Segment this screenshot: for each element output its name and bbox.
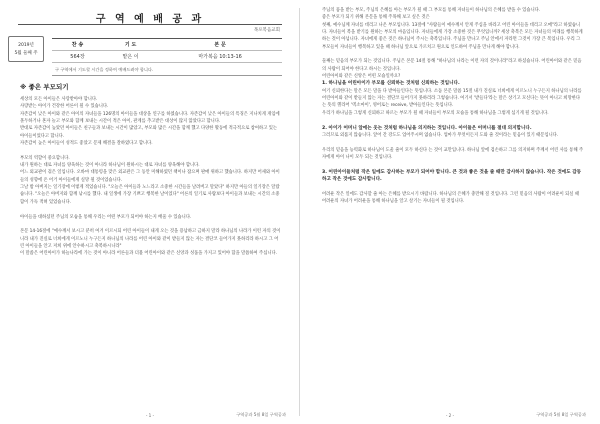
page-title: 구 역 예 배 공 과	[95, 14, 205, 25]
paragraph: 좋은 부모가 되기 위해 본문을 통해 주목해 보고 싶은 것은	[322, 15, 430, 21]
footer-note: 구역공과 5월 8일 구역공과	[536, 412, 586, 417]
paragraph	[322, 161, 584, 168]
cell-scripture: 마가복음 10:13-16	[158, 51, 282, 63]
worship-info-table	[52, 38, 282, 63]
page-number: - 2 -	[445, 413, 455, 418]
paragraph	[20, 147, 282, 154]
point-heading: 2. 아이가 어머니 앞에는 웃는 것처럼 하나님을 의지하는 것입니다. 아이들은 어머니를 절대 의지합니다.	[322, 125, 532, 131]
paragraph	[322, 139, 584, 146]
paragraph: 주님의 품을 받는 부모, 주님의 은혜를 아는 부모가 될 때 그 부모를 통해 자녀들이 하나님의 은혜를 받을 수 있습니다.	[322, 8, 541, 13]
paragraph: 자존감이 낮은 아이와 같은 아이의 자녀들을 126명의 아이들을 대상을 연구를 하였습니다. 자존감이 낮은 아이들의 특징은 지나치게 게임에 몰두하거나 혼자 놀고 부모와 함께 보내는 시간이 적은 아이, 관계를 추고받은 대상이 많지 않았다고 합니다.	[20, 111, 280, 125]
paragraph: 세상의 모든 아이들은 사랑받아야 합니다.	[20, 97, 98, 102]
header-hymn: 찬 송	[52, 39, 103, 51]
prayer-note: 구 구역에서 기도할 시간을 정하여 예배드려야 합니다.	[52, 66, 282, 76]
date-year: 2019년	[18, 43, 34, 48]
table-header-row	[52, 39, 282, 51]
section-title: ※ 좋은 부모되기	[20, 83, 69, 91]
paragraph	[322, 183, 584, 190]
title-rule	[18, 24, 282, 25]
paragraph: 부모의 역할이 중요합니다.	[20, 155, 70, 161]
table-row	[52, 51, 282, 63]
paragraph: 어려운 작은 일에도 감사할 줄 아는 은혜를 받으시기 바랍니다. 하나님의 은혜가 충만해 질 것입니다. 그런 믿음의 사람이 어려운이 되실 때 어려운의 자녀가 어려운을 통해 하나님을 알고 살기는 자녀들이 될 것입니다.	[322, 191, 579, 204]
left-body-text	[20, 96, 282, 258]
paragraph: 그러므로 외롭지 않습니다. 앞어 간 강도도 업어주시며 없습니다. 업마가 무엇이든지 도와 줄 것이라는 믿음이 있기 때문입니다.	[322, 132, 559, 138]
paragraph: 둘째는 믿음의 부모가 되는 것입니다. 주님은 본문 14절 통해 "하나님의 나라는 이런 자의 것이니라"라고 하셨습니다. 어린아이와 같은 믿음의 사람이 되어야 한다고 하시는 것입니다.	[322, 59, 582, 72]
church-name: 목포복음교회	[253, 28, 280, 33]
paragraph: 첫째, 예수님께 자녀를 데리고 나온 부모입니다. 13절에 "사람들이 예수께서 안게 주심을 바라고 어린 아이들을 데리고 오매"라고 하였습니다. 자녀들이 복을 받기를 원하는 부모의 마음입니다. 자녀들에게 가장 소중한 것은 무엇입니까? 세상 축복은 모든 자녀들의 미래를 행복하게 하는 것이 아닙니다. 자녀에게 좋은 것은 하나님이 주시는 축복입니다. 주님을 만나고 주님 안에서 자라면 그것이 가장 큰 복입니다. 우리 그 부모들이 자녀들이 행복하고 있을 때 하나님 앞으로 가르치고 원으로 인도하여 주님을 만나게 해야 합니다.	[322, 22, 583, 50]
paragraph: 아이들을 대하셨던 주님의 모습을 통해 우리는 어떤 부모가 되어야 하는지 배울 수 있습니다.	[20, 214, 192, 220]
page-number: - 1 -	[145, 413, 155, 418]
paragraph: 자존감이 높은 아이들이 성적도 좋았고 문제 해결을 잘하였다고 합니다.	[20, 141, 153, 147]
date-week: 5월 둘째 주	[14, 51, 38, 56]
header-prayer: 기 도	[103, 39, 158, 51]
paragraph	[322, 51, 584, 58]
paragraph	[20, 206, 282, 213]
paragraph	[20, 221, 282, 228]
date-box	[8, 36, 44, 62]
paragraph: 이 말씀은 어린아이가 하늘나라에 가는 것이 아니라 어른들과 더불 어린아이와 같은 신앙과 성품을 가지고 있어야 함을 말씀하여 주십니다.	[20, 251, 278, 257]
paragraph: 어린아이와 같은 신앙은 어떤 모습일까요?	[322, 74, 401, 80]
point-heading: 3. 어린아이들처럼 작은 일에도 감사하는 부모가 되어야 합니다. 큰 것과 좋은 것을 줄 때만 감사하지 않습니다. 작은 것에도 감동하고 작은 것에도 감사합니다.	[322, 169, 582, 182]
paragraph: 내가 원하는 대로 자녀를 양육하는 것이 아니라 하나님이 원하시는 대로 자녀를 양육해야 합니다.	[20, 163, 200, 169]
point-heading: 1. 하나님을 어린아이가 부모를 신뢰하는 것처럼 신뢰하는 것입니다.	[322, 81, 460, 87]
paragraph: 사랑받는 아이가 건강한 어른이 될 수 있습니다.	[20, 104, 109, 110]
page-right	[300, 0, 600, 424]
paragraph: 반대로 자존감이 높았던 아이들은 친구들과 보내는 시간이 많았고, 부모와 많은 시간을 함께 했고 다양한 활동에 적극적으로 참여하고 있는 아이들이었다고 합니다.	[20, 126, 278, 139]
footer-note: 구역공과 5월 8일 구역공과	[236, 412, 286, 417]
paragraph	[322, 117, 584, 124]
cell-prayer: 맡은 이	[103, 51, 158, 63]
paragraph: 우리가 하나님을 그렇게 신뢰하고 따르는 부모가 될 때 자녀들이 부모의 모습을 통해 하나님을 그렇게 섬기게 될 것입니다.	[322, 110, 549, 116]
cell-hymn: 564장	[52, 51, 103, 63]
paragraph: 본문 14-16절에 "예수께서 보시고 분히 여겨 이르시되 어린 아이들이 내게 오는 것을 용납하고 금하지 말라 하나님의 나라가 이런 자의 것이니라 내가 진실로 너희에게 이르노니 누구든지 하나님의 나라를 어린 아이와 같이 받들지 않는 자는 결단코 들어가지 못하리라 하시고 그 어린 아이들을 안고 저희 위에 안수하시고 축복하시니라"	[20, 229, 281, 249]
paragraph: 우리의 믿음을 능력화로 하나님이 도울 줄이 모두 하신다 는 것이 교만입니다. 하나님 앞에 겸손하고 그를 의지하며 주께서 어린 사를 통해 주 자에게 아이 나이 모두 되는 것입니다.	[322, 147, 584, 160]
right-body-text	[322, 7, 584, 205]
paragraph: 어느 외교관이 겪은 일입니다. 오바마 대통령을 맞은 외교관은 그 동안 미해하였던 책이나 잡으며 판매 위하고 했습니다. 하지만 어새와 아이들의 성향에 온 어거 아이들에게 실망 될 것이었습니다.	[20, 170, 280, 183]
paragraph: 그날 밤 아버지는 일기장에 이렇게 적었습니다. "오늘은 아이들과 노느라고 소중한 시간들을 날려버고 말았다" 하지만 아들의 일기장은 달랐습니다. "오늘은 아버지와 함께 낚시를 했다. 내 일생에 가장 기쁘고 행복한 날이었다" 어른의 일기로 사람보다 아이들과 보내는 시간의 소중함이 가득 적혀 있었습니다.	[20, 185, 280, 205]
paragraph: 여기 신뢰한다는 말은 모든 말을 다 받아들인다는 뜻입니다. 소돔 본문 말씀 15절 내가 진실로 너희에게 이르노니 누구든지 하나님의 나라를 어린아이와 같이 받들지 않는 자는 결단코 들어가지 못하리라 그렇습니다. 여기서 '받들다'라는 말은 상기고 모신다는 뜻이 아니고 희망한다는 뜻의 헬라어 '덱소마이', 영어로는 receive, 받아들인다는 뜻입니다.	[322, 88, 582, 109]
header-scripture: 본 문	[158, 39, 282, 51]
